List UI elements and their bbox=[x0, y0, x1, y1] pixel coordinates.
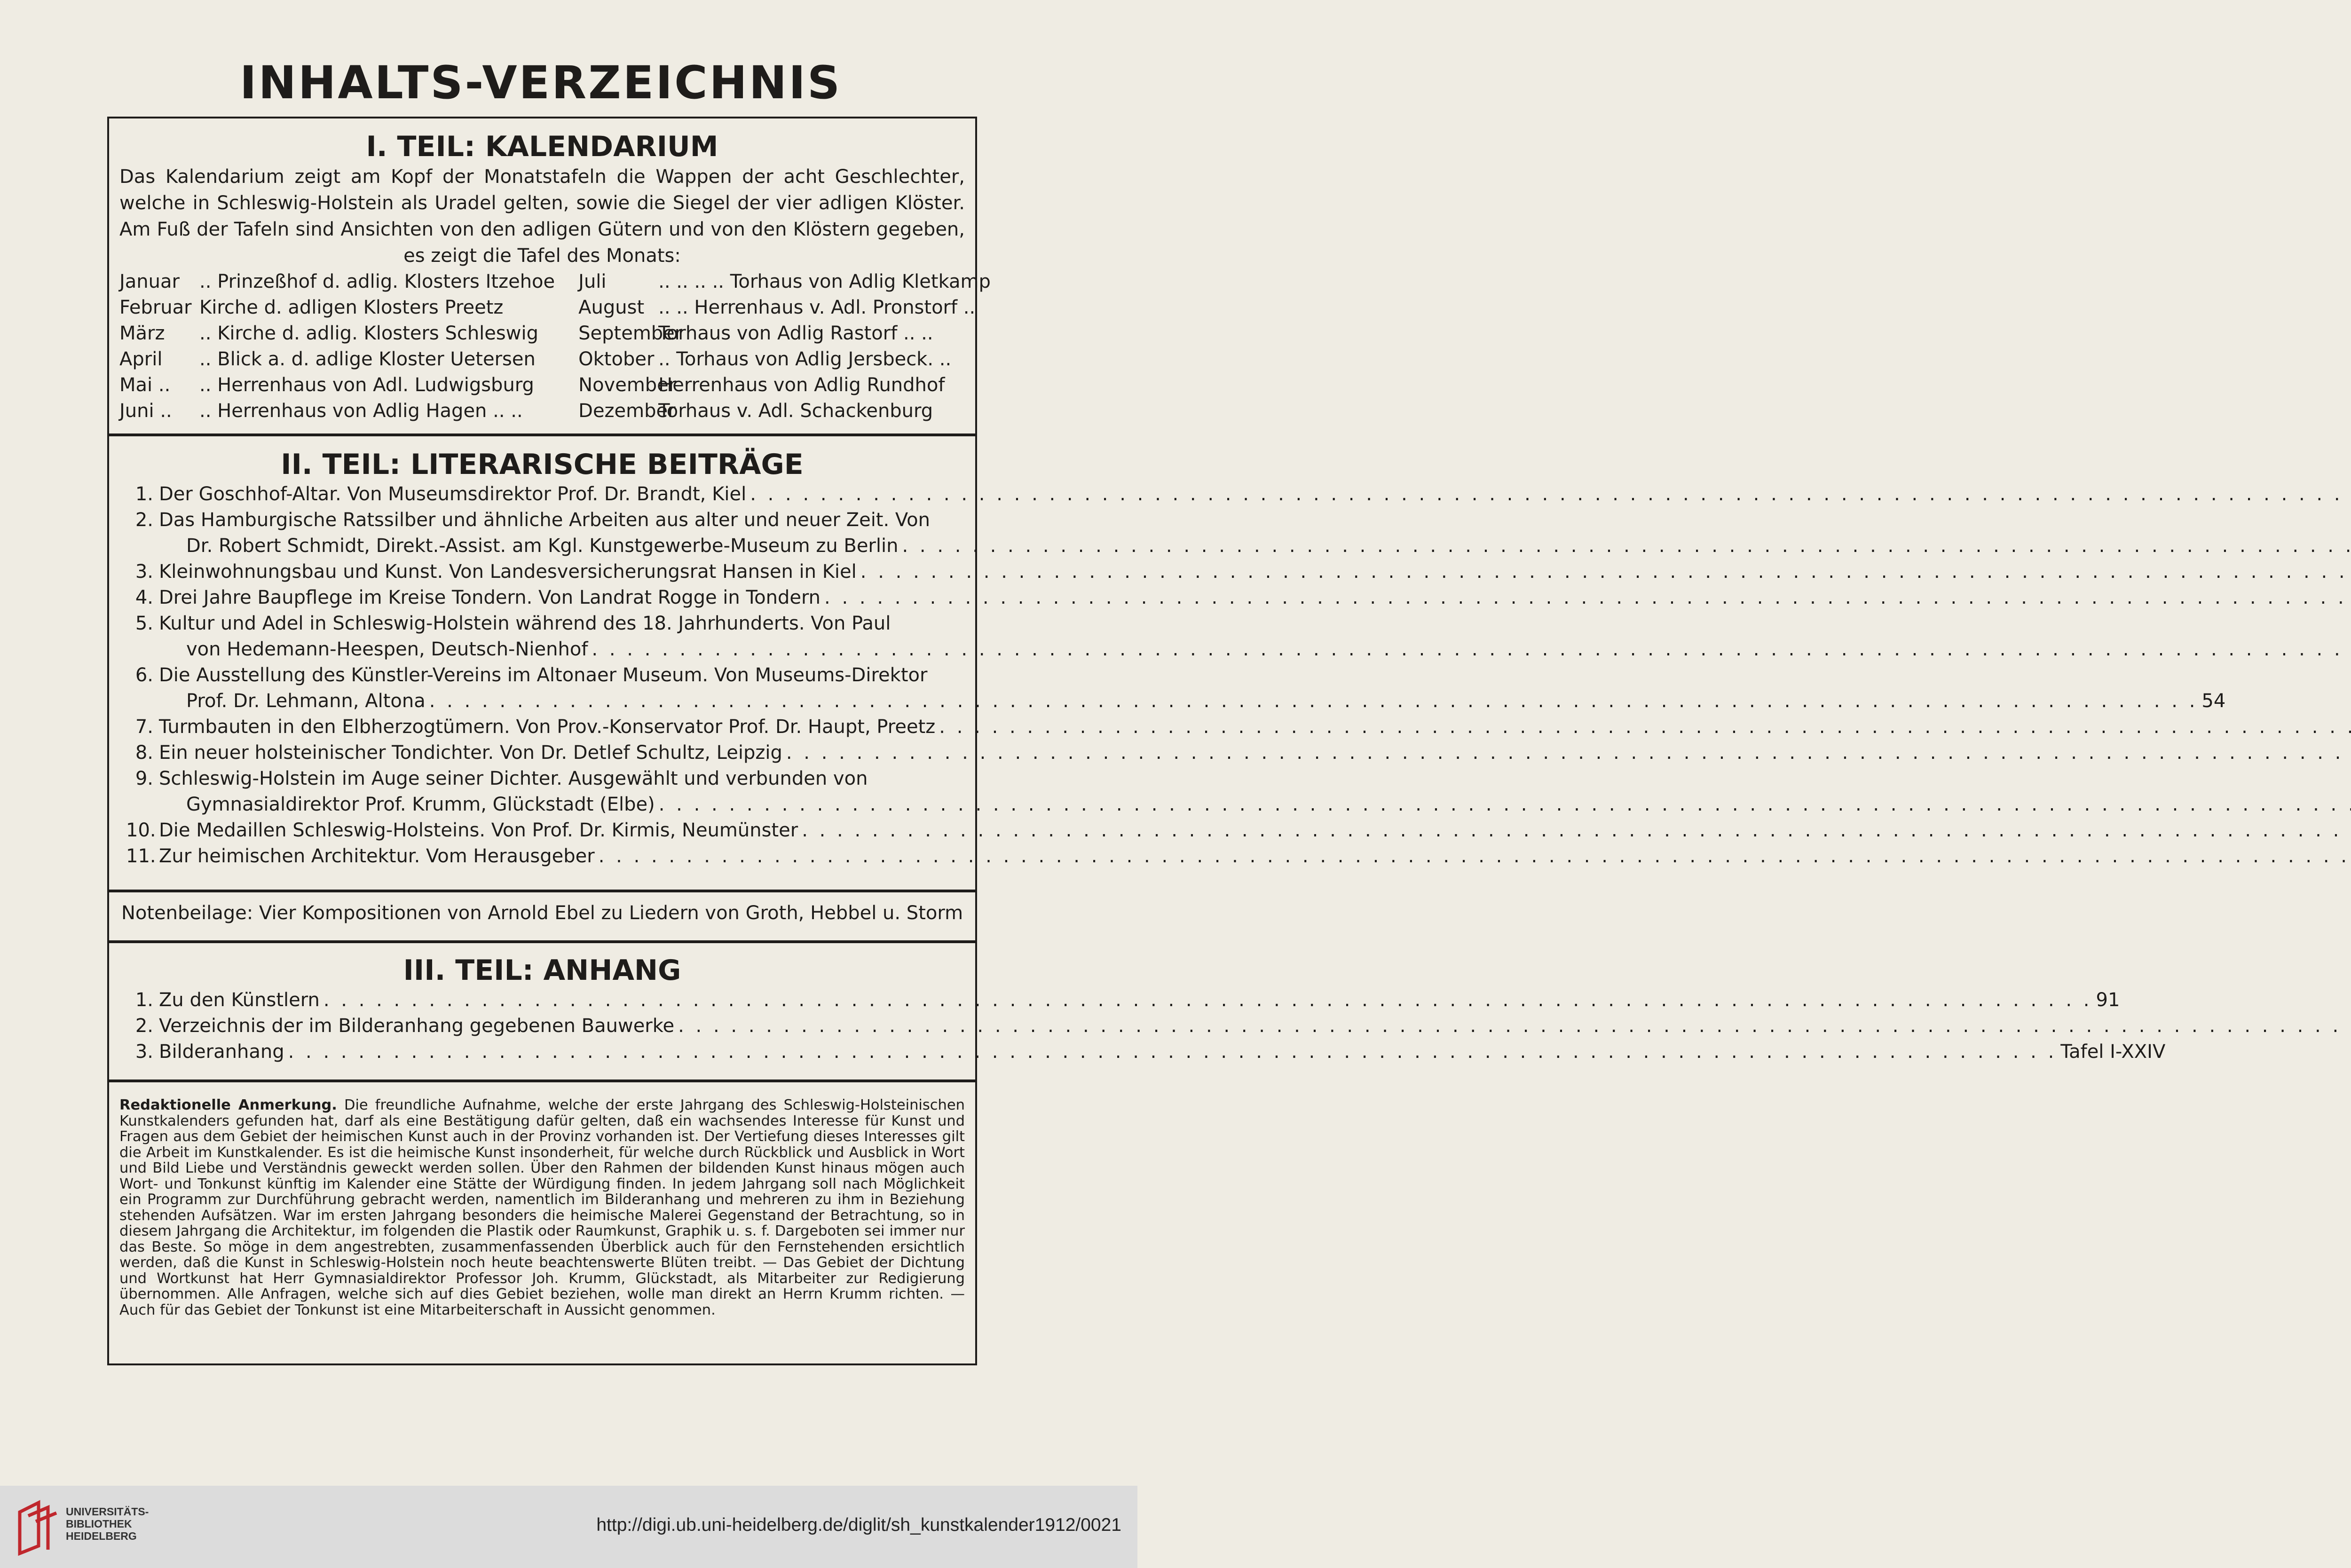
part3-title bbox=[109, 953, 975, 987]
entry-number: 7. bbox=[135, 716, 153, 738]
divider bbox=[109, 890, 975, 892]
entry-line bbox=[159, 662, 2225, 688]
entry-line-text: Drei Jahre Baupflege im Kreise Tondern. Von Landrat Rogge in Tondern bbox=[159, 587, 821, 608]
library-line-2: BIBLIOTHEK bbox=[66, 1518, 132, 1530]
month-entry bbox=[578, 347, 991, 372]
entry-number: 2. bbox=[135, 509, 153, 531]
entry-line bbox=[159, 818, 2351, 843]
month-description: .. Herrenhaus von Adl. Ludwigsburg bbox=[199, 374, 534, 396]
dot-leader bbox=[674, 1013, 2351, 1039]
month-description: .. Prinzeßhof d. adlig. Klosters Itzehoe bbox=[199, 271, 555, 292]
notenbeilage-section bbox=[109, 899, 975, 927]
page-title: INHALTS-VERZEICHNIS bbox=[239, 56, 842, 109]
month-name: Mai .. bbox=[119, 374, 171, 396]
entry-number: 6. bbox=[135, 664, 153, 686]
month-name: April bbox=[119, 348, 163, 370]
dot-leader bbox=[426, 688, 2202, 714]
entry-text bbox=[159, 987, 2120, 1013]
library-logo-icon bbox=[14, 1499, 61, 1555]
entry-text bbox=[159, 1039, 2165, 1065]
page-number: 54 bbox=[2201, 690, 2226, 712]
entry-line bbox=[159, 585, 2351, 611]
entry-line bbox=[159, 533, 2351, 559]
entry-line bbox=[159, 481, 2351, 507]
entry-line-text: Ein neuer holsteinischer Tondichter. Von Dr. Detlef Schultz, Leipzig bbox=[159, 742, 782, 764]
entry-line bbox=[159, 987, 2120, 1013]
month-entry bbox=[119, 372, 555, 398]
editorial-remark bbox=[109, 1097, 975, 1318]
month-entry bbox=[119, 295, 555, 321]
toc-entry bbox=[126, 611, 953, 662]
entry-number: 2. bbox=[135, 1015, 153, 1037]
toc-entry bbox=[126, 740, 953, 766]
part3-title-main: ANHANG bbox=[543, 954, 681, 987]
month-entry bbox=[119, 398, 555, 424]
toc-entry bbox=[126, 1039, 2166, 1065]
entry-text bbox=[159, 507, 2351, 559]
toc-entry bbox=[126, 585, 953, 611]
part1-title-main: KALENDARIUM bbox=[485, 130, 718, 163]
month-name: Januar bbox=[119, 271, 180, 292]
month-description: .. .. .. .. Torhaus von Adlig Kletkamp bbox=[658, 271, 991, 292]
entry-number: 3. bbox=[135, 1041, 153, 1063]
entry-text bbox=[159, 585, 2351, 611]
contents-frame bbox=[107, 117, 2226, 1365]
remark-section bbox=[109, 1097, 975, 1318]
part1-title-prefix: I. TEIL: bbox=[366, 130, 476, 163]
entry-line-text: Kleinwohnungsbau und Kunst. Von Landesversicherungsrat Hansen in Kiel bbox=[159, 561, 857, 583]
library-footer bbox=[0, 1486, 1137, 1568]
remark-heading: Redaktionelle Anmerkung. bbox=[119, 1097, 337, 1113]
remark-text: Die freundliche Aufnahme, welche der erste Jahrgang des Schleswig-Holsteinischen Kunstkalenders gefunden hat, darf als eine Bestätigung dafür gelten, daß ein wachsendes Interesse für Kunst und Fragen aus dem Gebiet der heimischen Kunst auch in der Provinz vorhanden ist. Der Vertiefung dieses Interesses gilt die Arbeit im Kunstkalender. Es ist die heimische Kunst insonderheit, für welche durch Rückblick und Ausblick in Wort und Bild Liebe und Verständnis geweckt werden sollen. Über den Rahmen der bildenden Kunst hinaus mögen auch Wort- und Tonkunst künftig im Kalender eine Stätte der Würdigung finden. In jedem Jahrgang soll nach Möglichkeit ein Programm zur Durchführung gebracht werden, namentlich im Bilderanhang und mehreren zu ihm in Beziehung stehenden Aufsätzen. War im ersten Jahrgang besonders die heimische Malerei Gegenstand der Betrachtung, so in diesem Jahrgang die Architektur, im folgenden die Plastik oder Raumkunst, Graphik u. s. f. Dargeboten sei immer nur das Beste. So möge in dem angestrebten, zusammenfassenden Überblick auch für den Fernstehenden ersichtlich werden, daß die Kunst in Schleswig-Holstein noch heute beachtenswerte Blüten treibt. — Das Gebiet der Dichtung und Wortkunst hat Herr Gymnasialdirektor Professor Joh. Krumm, Glückstadt, als Mitarbeiter zur Redigierung übernommen. Alle Anfragen, welche sich auf dies Gebiet beziehen, wolle man direkt an Herrn Krumm richten. — Auch für das Gebiet der Tonkunst ist eine Mitarbeiterschaft in Aussicht genommen. bbox=[119, 1097, 965, 1318]
month-name: Dezember bbox=[578, 400, 676, 422]
entry-line bbox=[159, 688, 2225, 714]
entry-number: 9. bbox=[135, 768, 153, 789]
entry-line bbox=[159, 843, 2351, 869]
month-description: Torhaus von Adlig Rastorf .. .. bbox=[658, 323, 933, 344]
month-list bbox=[109, 269, 991, 424]
divider bbox=[109, 433, 975, 436]
toc-entry bbox=[126, 714, 953, 740]
entry-line bbox=[159, 766, 2351, 792]
entry-number: 3. bbox=[135, 561, 153, 583]
part2-title bbox=[109, 448, 975, 481]
dot-leader bbox=[935, 714, 2351, 740]
entry-line-text: Zu den Künstlern bbox=[159, 989, 320, 1011]
month-entry bbox=[119, 269, 555, 295]
divider bbox=[109, 1079, 975, 1082]
dot-leader bbox=[898, 533, 2351, 559]
entry-line bbox=[159, 1013, 2351, 1039]
dot-leader bbox=[595, 843, 2351, 869]
part2-section bbox=[109, 448, 2226, 869]
toc-entry bbox=[126, 766, 953, 818]
dot-leader bbox=[746, 481, 2351, 507]
entry-number: 11. bbox=[126, 845, 156, 867]
month-entry bbox=[578, 295, 991, 321]
entry-number: 8. bbox=[135, 742, 153, 764]
entry-text bbox=[159, 740, 2351, 766]
entry-text bbox=[159, 559, 2351, 585]
toc-entry bbox=[126, 818, 953, 843]
dot-leader bbox=[798, 818, 2351, 843]
entry-line-text: Die Medaillen Schleswig-Holsteins. Von Prof. Dr. Kirmis, Neumünster bbox=[159, 819, 798, 841]
entry-text bbox=[159, 1013, 2351, 1039]
month-description: .. Kirche d. adlig. Klosters Schleswig bbox=[199, 323, 538, 344]
month-description: .. .. Herrenhaus v. Adl. Pronstorf .. bbox=[658, 297, 976, 318]
entry-line-text: Die Ausstellung des Künstler-Vereins im Altonaer Museum. Von Museums-Direktor bbox=[159, 664, 928, 686]
entry-text bbox=[159, 843, 2351, 869]
month-entry bbox=[578, 321, 991, 347]
part3-section bbox=[109, 953, 2166, 1065]
month-description: .. Blick a. d. adlige Kloster Uetersen bbox=[199, 348, 536, 370]
part1-title bbox=[109, 130, 975, 164]
toc-entry bbox=[126, 481, 953, 507]
entry-number: 4. bbox=[135, 587, 153, 608]
entry-line-text: von Hedemann-Heespen, Deutsch-Nienhof bbox=[186, 638, 588, 660]
entry-line bbox=[159, 637, 2351, 662]
entry-text bbox=[159, 766, 2351, 818]
month-name: Juli bbox=[578, 271, 607, 292]
part1-intro: Das Kalendarium zeigt am Kopf der Monatstafeln die Wappen der acht Geschlechter, welche in Schleswig-Holstein als Uradel gelten, sowie die Siegel der vier adligen Klöster. Am Fuß der Tafeln sind Ansichten von den adligen Gütern und von den Klöstern gegeben, es zeigt die Tafel des Monats: bbox=[119, 166, 965, 267]
month-description: Herrenhaus von Adlig Rundhof bbox=[658, 374, 945, 396]
part1-section bbox=[109, 130, 991, 424]
dot-leader bbox=[655, 792, 2351, 818]
entry-line-text: Bilderanhang bbox=[159, 1041, 284, 1063]
month-entry bbox=[578, 269, 991, 295]
toc-entry bbox=[126, 559, 953, 585]
dot-leader bbox=[284, 1039, 2061, 1065]
library-line-1: UNIVERSITÄTS- bbox=[66, 1505, 149, 1518]
month-description: Kirche d. adligen Klosters Preetz bbox=[199, 297, 504, 318]
entry-line-text: Dr. Robert Schmidt, Direkt.-Assist. am Kgl. Kunstgewerbe-Museum zu Berlin bbox=[186, 535, 899, 557]
entry-line-text: Prof. Dr. Lehmann, Altona bbox=[186, 690, 426, 712]
entry-line bbox=[159, 1039, 2165, 1065]
toc-entry bbox=[126, 662, 2226, 714]
dot-leader bbox=[320, 987, 2096, 1013]
month-description: Torhaus v. Adl. Schackenburg bbox=[658, 400, 933, 422]
dot-leader bbox=[588, 637, 2351, 662]
entry-line-text: Schleswig-Holstein im Auge seiner Dichter. Ausgewählt und verbunden von bbox=[159, 768, 868, 789]
month-name: August bbox=[578, 297, 645, 318]
part3-toc bbox=[109, 987, 2166, 1065]
entry-text bbox=[159, 714, 2351, 740]
entry-line-text: Kultur und Adel in Schleswig-Holstein während des 18. Jahrhunderts. Von Paul bbox=[159, 613, 891, 634]
divider bbox=[109, 940, 975, 943]
toc-entry bbox=[126, 987, 2120, 1013]
library-name bbox=[66, 1505, 149, 1542]
entry-line-text: Das Hamburgische Ratssilber und ähnliche Arbeiten aus alter und neuer Zeit. Von bbox=[159, 509, 930, 531]
entry-number: 5. bbox=[135, 613, 153, 634]
month-description: .. Torhaus von Adlig Jersbeck. .. bbox=[658, 348, 952, 370]
page-number: 91 bbox=[2096, 989, 2120, 1011]
library-line-3: HEIDELBERG bbox=[66, 1530, 137, 1542]
entry-number: 10. bbox=[126, 819, 156, 841]
dot-leader bbox=[820, 585, 2351, 611]
month-name: Juni .. bbox=[119, 400, 172, 422]
entry-text bbox=[159, 481, 2351, 507]
part3-title-prefix: III. TEIL: bbox=[403, 954, 534, 987]
toc-entry bbox=[126, 843, 953, 869]
entry-text bbox=[159, 611, 2351, 662]
entry-line bbox=[159, 740, 2351, 766]
month-name: November bbox=[578, 374, 677, 396]
entry-number: 1. bbox=[135, 483, 153, 505]
entry-number: 1. bbox=[135, 989, 153, 1011]
month-name: März bbox=[119, 323, 165, 344]
notenbeilage: Notenbeilage: Vier Kompositionen von Arnold Ebel zu Liedern von Groth, Hebbel u. Storm bbox=[121, 902, 963, 924]
entry-line bbox=[159, 792, 2351, 818]
month-entry bbox=[119, 347, 555, 372]
entry-line-text: Zur heimischen Architektur. Vom Herausgeber bbox=[159, 845, 595, 867]
entry-text bbox=[159, 662, 2225, 714]
month-entry bbox=[578, 372, 991, 398]
dot-leader bbox=[857, 559, 2351, 585]
month-entry bbox=[578, 398, 991, 424]
part2-title-prefix: II. TEIL: bbox=[281, 448, 401, 481]
source-url-link[interactable]: http://digi.ub.uni-heidelberg.de/diglit/sh_kunstkalender1912/0021 bbox=[596, 1515, 1121, 1535]
entry-text bbox=[159, 818, 2351, 843]
month-name: September bbox=[578, 323, 683, 344]
entry-line-text: Verzeichnis der im Bilderanhang gegebenen Bauwerke bbox=[159, 1015, 675, 1037]
toc-entry bbox=[126, 507, 953, 559]
dot-leader bbox=[782, 740, 2351, 766]
toc-entry bbox=[126, 1013, 953, 1039]
entry-line bbox=[159, 714, 2351, 740]
entry-line-text: Der Goschhof-Altar. Von Museumsdirektor Prof. Dr. Brandt, Kiel bbox=[159, 483, 747, 505]
month-name: Februar bbox=[119, 297, 192, 318]
part2-toc bbox=[109, 481, 2226, 869]
month-name: Oktober bbox=[578, 348, 655, 370]
month-entry bbox=[119, 321, 555, 347]
entry-line bbox=[159, 559, 2351, 585]
entry-line bbox=[159, 507, 2351, 533]
entry-line-text: Turmbauten in den Elbherzogtümern. Von Prov.-Konservator Prof. Dr. Haupt, Preetz bbox=[159, 716, 936, 738]
page-number: Tafel I-XXIV bbox=[2060, 1041, 2166, 1063]
entry-line bbox=[159, 611, 2351, 637]
entry-line-text: Gymnasialdirektor Prof. Krumm, Glückstadt (Elbe) bbox=[186, 794, 655, 815]
part2-title-main: LITERARISCHE BEITRÄGE bbox=[410, 448, 804, 481]
month-description: .. Herrenhaus von Adlig Hagen .. .. bbox=[199, 400, 523, 422]
